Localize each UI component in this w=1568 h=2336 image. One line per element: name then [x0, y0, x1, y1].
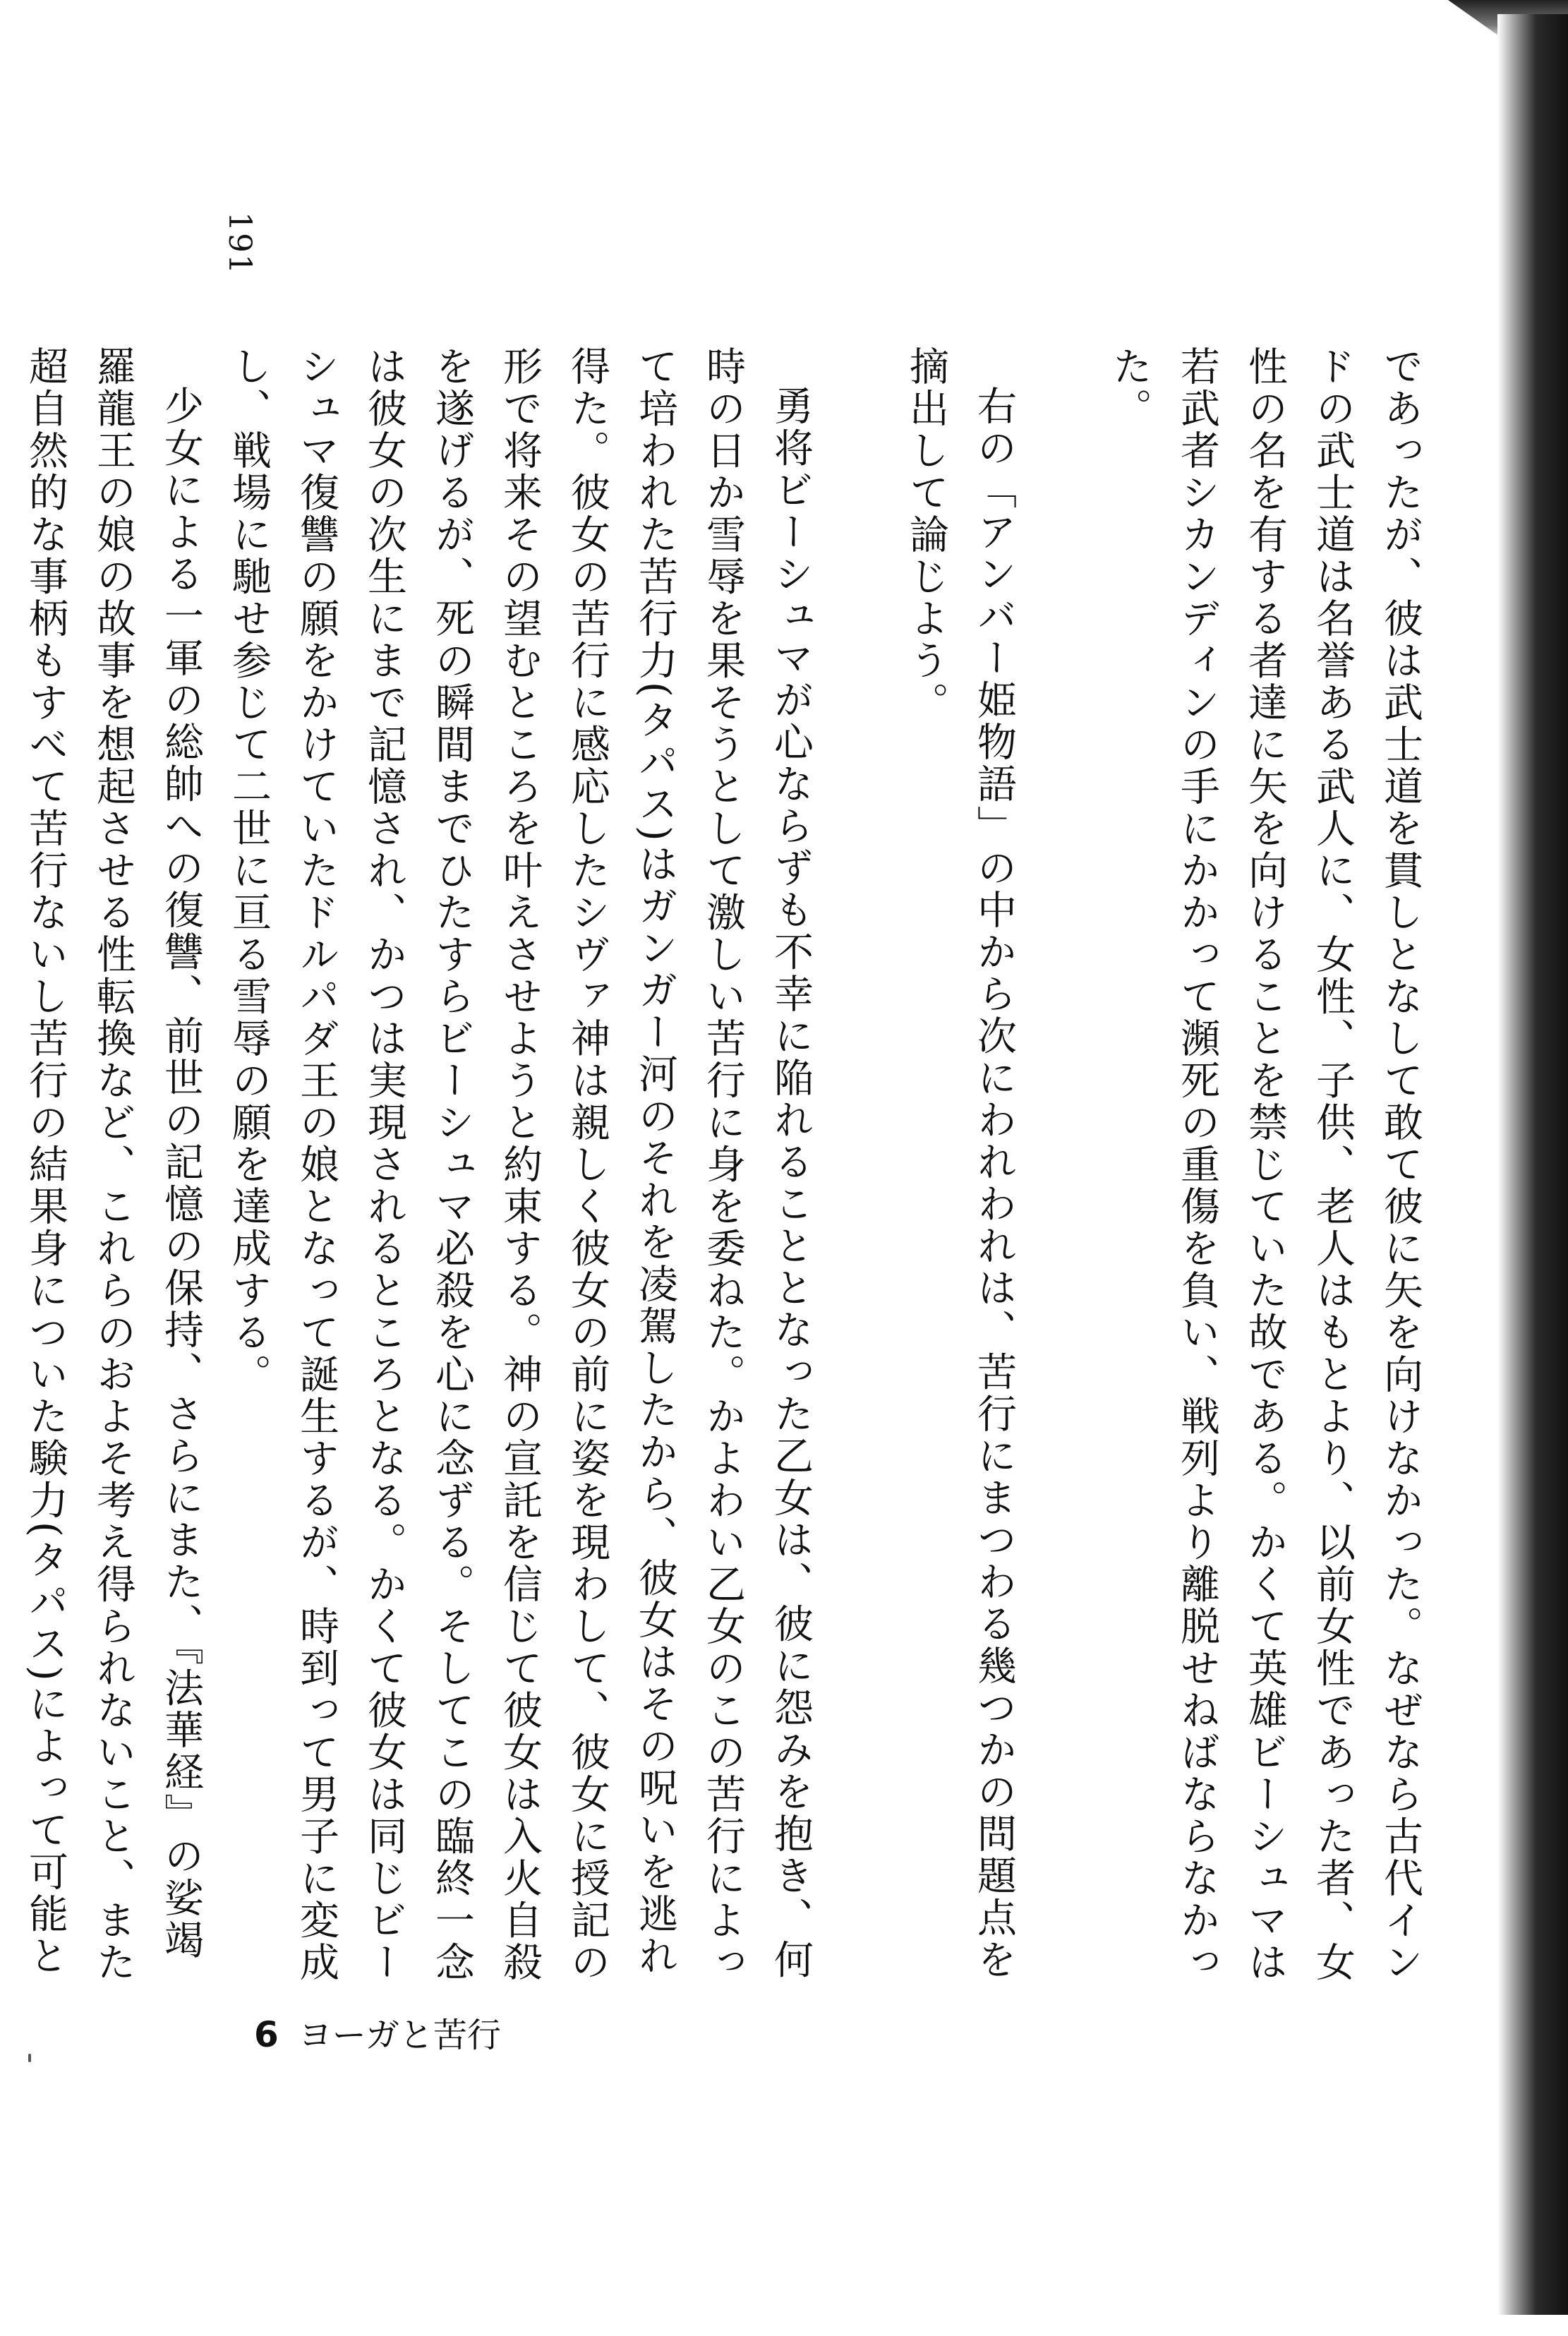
scan-speck — [28, 2054, 31, 2062]
chapter-number: 6 — [254, 2014, 279, 2055]
paragraph-3: 勇将ビーシュマが心ならずも不幸に陥れることとなった乙女は、彼に怨みを抱き、何時の日か雪辱を果そうとして激しい苦行に身を委ねた。かよわい乙女のこの苦行によって培われた苦行力(タパス)はガンガー河のそれを凌駕したから、彼女はその呪いを逃れ得た。彼女の苦行に感応したシヴァ神は親しく彼女の前に姿を現わして、彼女に授記の形で将来その望むところを叶えさせようと約束する。神の宣託を信じて彼女は入火自殺を遂げるが、死の瞬間までひたすらビーシュマ必殺を心に念ずる。そしてこの臨終一念は彼女の次生にまで記憶され、かつは実現されるところとなる。かくて彼女は同じビーシュマ復讐の願をかけていたドルパダ王の娘となって誕生するが、時到って男子に変成し、戦場に馳せ参じて二世に亘る雪辱の願を達成する。 — [226, 346, 814, 1984]
paragraph-gap — [1027, 346, 1095, 1990]
paragraph-2: 右の「アンバー姫物語」の中から次にわれわれは、苦行にまつわる幾つかの問題点を摘出して論じよう。 — [903, 346, 1017, 1981]
page-number: 191 — [222, 212, 258, 275]
chapter-title: ヨーガと苦行 — [298, 2016, 501, 2055]
scan-edge-shadow — [1497, 14, 1568, 2315]
paragraph-4: 少女による一軍の総帥への復讐、前世の記憶の保持、さらにまた、『法華経』の娑竭羅龍王の娘の故事を想起させる性転換など、これらのおよそ考え得られないこと、また超自然的な事柄もすべて苦行ないし苦行の結果身についた験力(タパス)によって可能と — [23, 346, 204, 1984]
paragraph-1: であったが、彼は武士道を貫しとなして敢て彼に矢を向けなかった。なぜなら古代インドの武士道は名誉ある武人に、女性、子供、老人はもとより、以前女性であった者、女性の名を有する者達に矢を向けることを禁じていた故である。かくて英雄ビーシュマは若武者シカンディンの手にかかって瀕死の重傷を負い、戦列より離脱せねばならなかった。 — [1106, 346, 1423, 1984]
running-footer — [254, 2008, 501, 2057]
vertical-body-text — [23, 346, 1434, 1990]
paragraph-gap — [824, 346, 892, 1990]
